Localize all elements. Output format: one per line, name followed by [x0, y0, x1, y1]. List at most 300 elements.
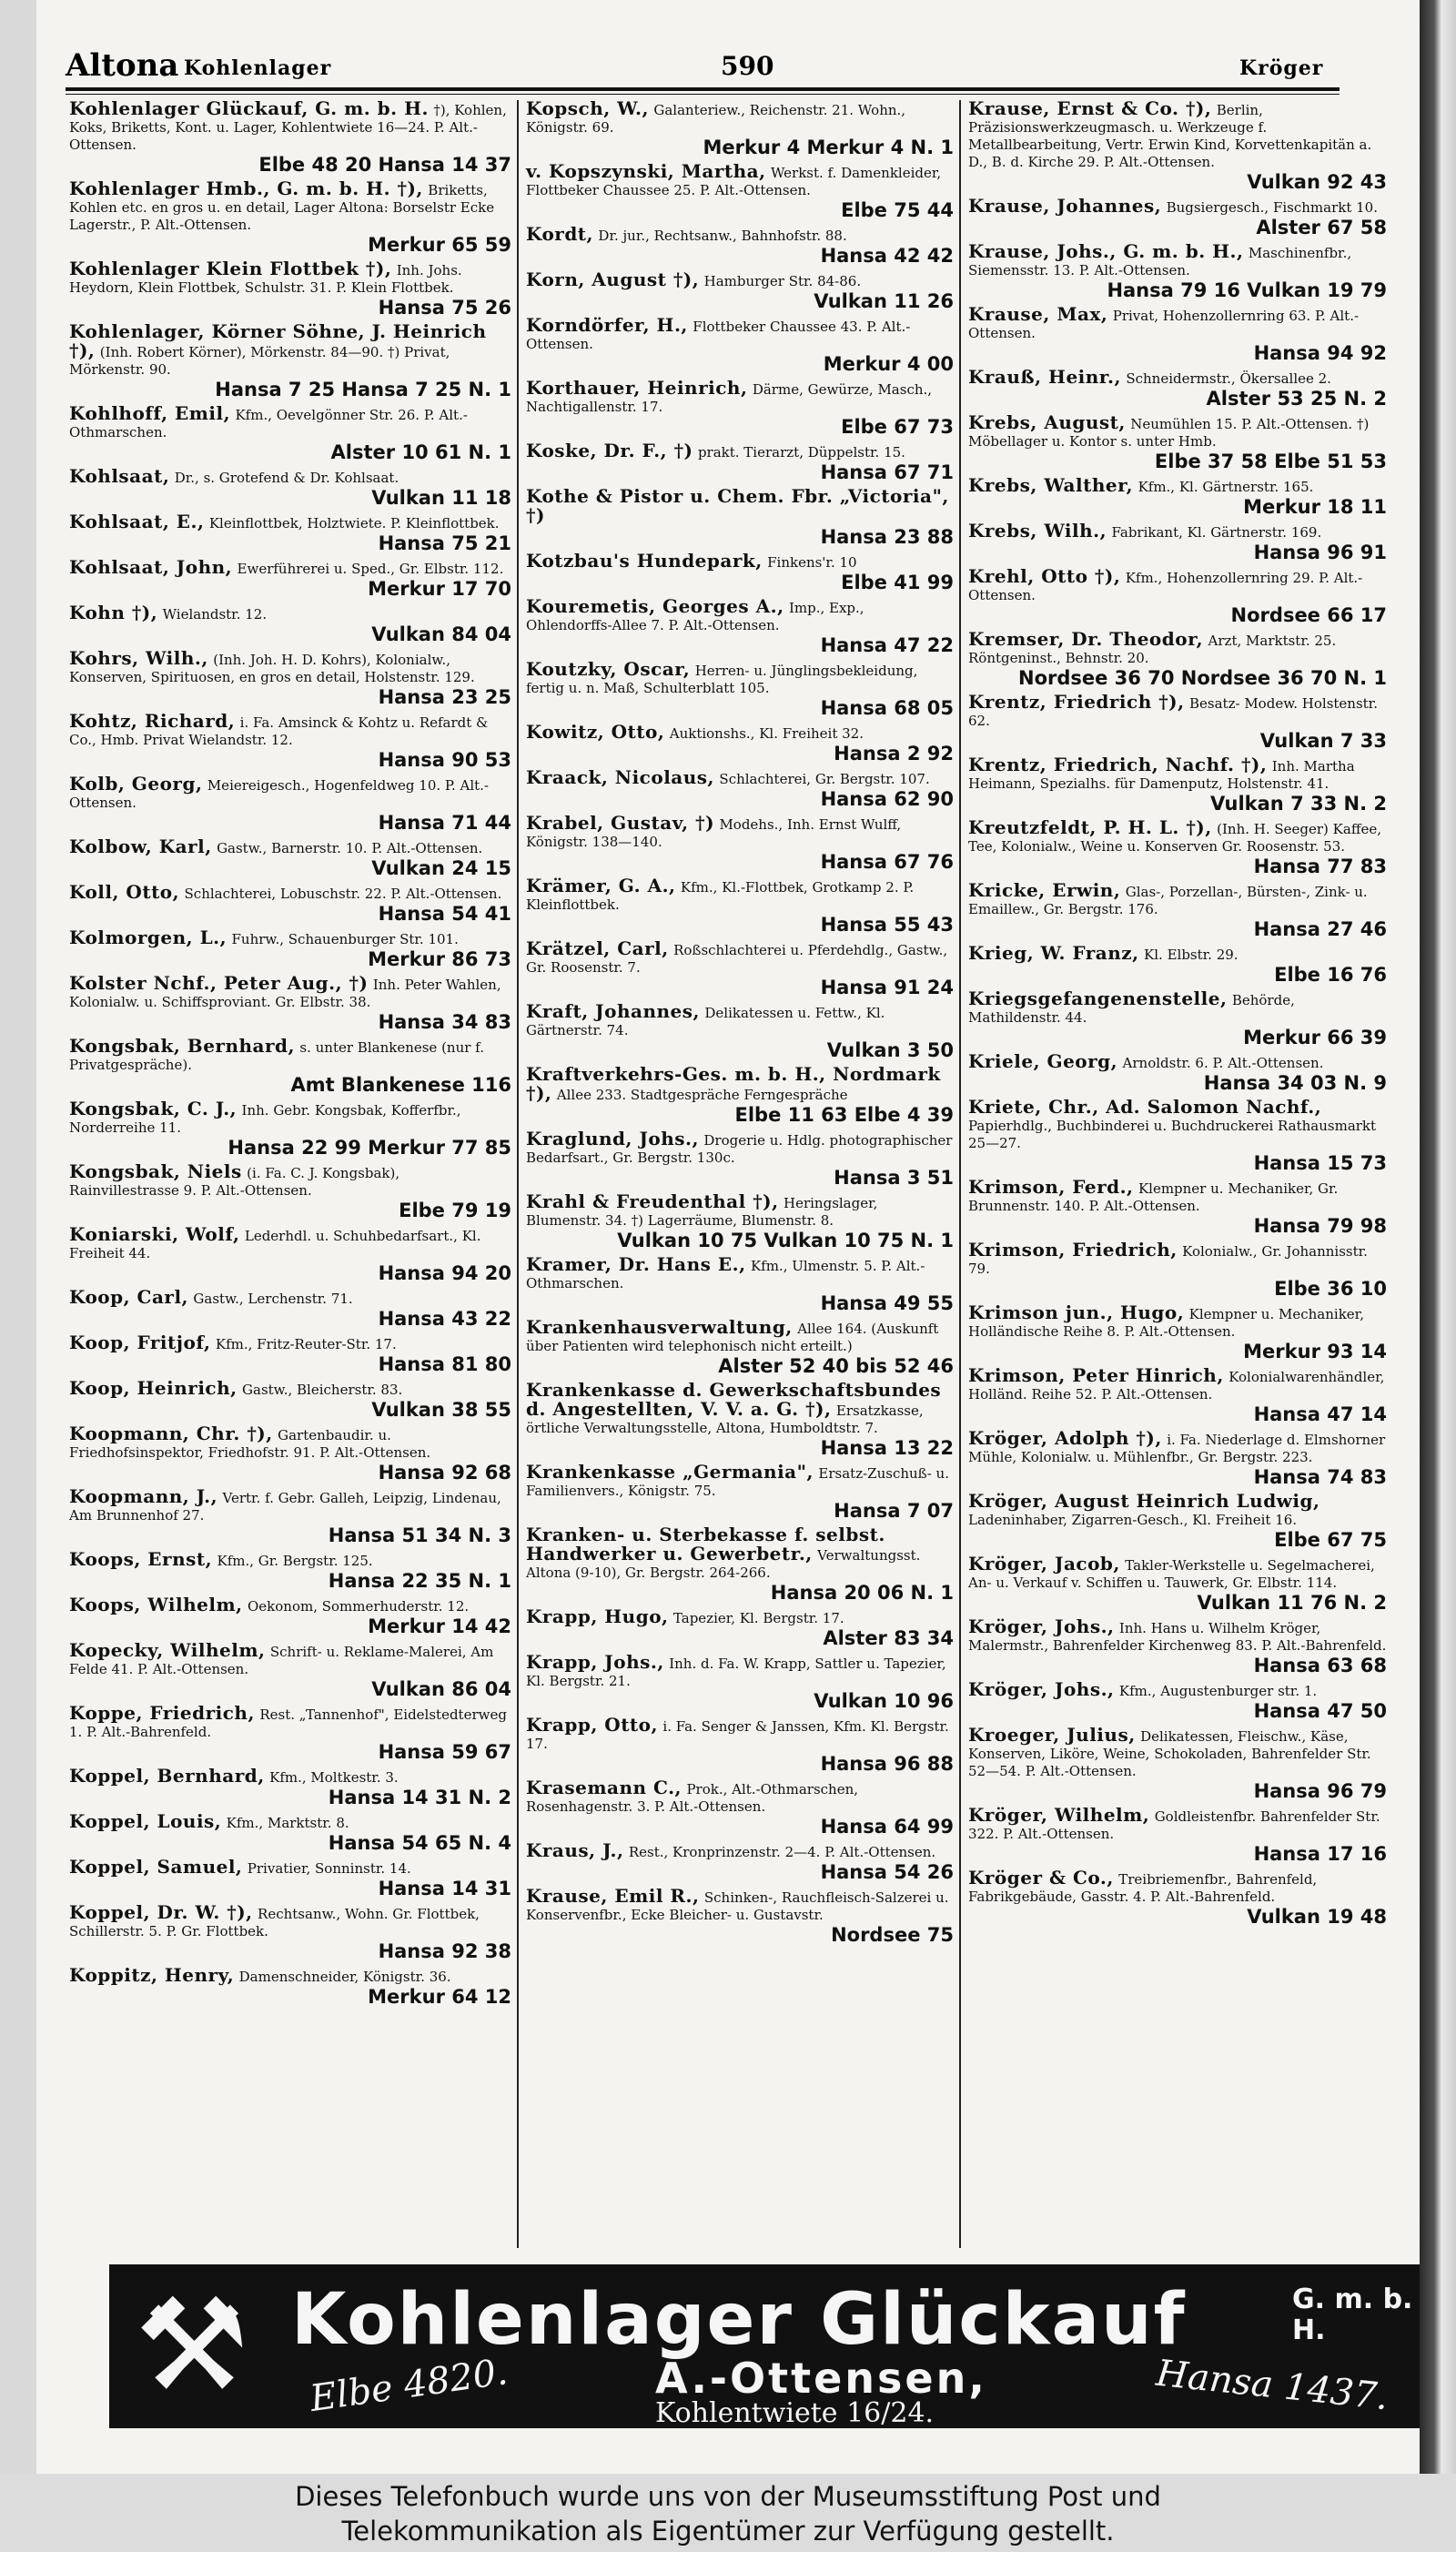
directory-entry: [526, 658, 954, 719]
entry-phone: Hansa 42 42: [820, 245, 954, 267]
entry-description: Schlachterei, Lobuschstr. 22. P. Alt.-Ottensen.: [184, 886, 502, 902]
directory-entry: [968, 1869, 1387, 1928]
entry-name: Kolbow, Karl,: [69, 835, 212, 857]
entry-description: Inh. d. Fa. W. Krapp, Sattler u. Tapezier, Kl. Bergstr. 21.: [526, 1656, 946, 1689]
directory-entry: [968, 97, 1387, 193]
entry-description: Dr., s. Grotefend & Dr. Kohlsaat.: [174, 470, 399, 486]
entry-name: Kohlhoff, Emil,: [69, 402, 231, 424]
entry-name: Koll, Otto,: [69, 881, 180, 903]
directory-entry: [69, 1223, 511, 1284]
entry-phone: Elbe 79 19: [399, 1200, 511, 1221]
entry-description: Besatz- Modew. Holstenstr. 62.: [968, 695, 1378, 729]
entry-phone: Merkur 66 39: [1243, 1027, 1387, 1048]
entry-description: Kolonialw., Gr. Johannisstr. 79.: [968, 1243, 1368, 1277]
directory-column-1: [69, 97, 511, 2012]
entry-description: Galanteriew., Reichenstr. 21. Wohn., Königstr. 69.: [526, 102, 906, 136]
entry-description: †), Kohlen, Koks, Briketts, Kont. u. Lager, Kohlentwiete 16—24. P. Alt.-Ottensen.: [69, 102, 507, 153]
entry-phone: Vulkan 19 48: [1247, 1906, 1387, 1928]
entry-phone: Hansa 64 99: [820, 1816, 954, 1838]
directory-entry: [69, 556, 511, 600]
entry-name: Koppel, Bernhard,: [69, 1765, 265, 1787]
entry-phone: Hansa 54 26: [820, 1861, 954, 1883]
directory-entry: [526, 160, 954, 221]
entry-phone: Merkur 93 14: [1243, 1341, 1387, 1362]
entry-description: Kfm., Hohenzollernring 29. P. Alt.-Ottensen.: [968, 570, 1363, 603]
entry-name: Koop, Heinrich,: [69, 1377, 238, 1399]
footer-line-1: Dieses Telefonbuch wurde uns von der Museumsstiftung Post und: [295, 2481, 1161, 2512]
entry-description: Fabrikant, Kl. Gärtnerstr. 169.: [1111, 524, 1322, 541]
entry-description: Allee 233. Stadtgespräche Ferngespräche: [556, 1087, 848, 1103]
entry-description: Papierhdlg., Buchbinderei u. Buchdruckerei Rathausmarkt 25—27.: [968, 1118, 1377, 1151]
entry-description: Gartenbaudir. u. Friedhofsinspektor, Friedhofstr. 91. P. Alt.-Ottensen.: [69, 1427, 431, 1461]
column-divider: [959, 100, 961, 2248]
directory-entry: [968, 366, 1387, 410]
entry-phone: Hansa 63 68: [1253, 1655, 1387, 1676]
entry-phone: Merkur 65 59: [368, 234, 511, 256]
entry-name: Krentz, Friedrich, Nachf. †),: [968, 754, 1268, 775]
entry-description: Berlin, Präzisionswerkzeugmasch. u. Werkzeuge f. Metallbearbeitung, Vertr. Erwin Kind, Korvettenkapitän a. D., B. d. Kirche 29. P. Alt.-Ottensen.: [968, 102, 1372, 170]
directory-entry: [69, 1858, 511, 1899]
directory-entry: [968, 1096, 1387, 1174]
entry-name: Krankenhausverwaltung,: [526, 1316, 793, 1338]
directory-entry: [968, 522, 1387, 563]
entry-description: Takler-Werkstelle u. Segelmacherei, An- u. Verkauf v. Schiffen u. Tauwerk, Gr. Elbstr. 114.: [968, 1557, 1375, 1591]
entry-name: Kramer, Dr. Hans E.,: [526, 1253, 746, 1275]
entry-phone: Hansa 94 20: [378, 1262, 511, 1284]
directory-entry: [968, 474, 1387, 518]
entry-phone: Vulkan 10 96: [814, 1690, 954, 1712]
entry-phone: Vulkan 38 55: [371, 1399, 511, 1421]
directory-entry: [968, 1427, 1387, 1488]
entry-phone: Vulkan 86 04: [371, 1678, 511, 1700]
entry-phone: Hansa 96 79: [1253, 1780, 1387, 1802]
entry-phone: Hansa 23 88: [820, 526, 954, 548]
entry-description: Inh. Hans u. Wilhelm Kröger, Malermstr., Bahrenfelder Kirchenweg 83. P. Alt.-Bahrenfeld.: [968, 1620, 1387, 1654]
directory-entry: [968, 756, 1387, 815]
entry-phone: Vulkan 92 43: [1247, 171, 1387, 193]
entry-description: Ersatz-Zuschuß- u. Familienvers., Königstr. 75.: [526, 1465, 949, 1499]
entry-description: Delikatessen u. Fettw., Kl. Gärtnerstr. 74.: [526, 1005, 885, 1038]
directory-entry: [526, 314, 954, 375]
entry-name: Kohlsaat,: [69, 465, 170, 487]
entry-phone: Hansa 54 65 N. 4: [328, 1832, 511, 1854]
entry-description: Schneidermstr., Ökersallee 2.: [1126, 370, 1331, 387]
entry-phone: Hansa 67 76: [820, 851, 954, 873]
entry-name: Koutzky, Oscar,: [526, 658, 691, 680]
entry-name: Krimson, Peter Hinrich,: [968, 1364, 1224, 1386]
directory-entry: [968, 691, 1387, 752]
entry-name: Krimson jun., Hugo,: [968, 1301, 1185, 1323]
entry-name: Koske, Dr. F., †): [526, 440, 693, 461]
directory-entry: [526, 1526, 954, 1604]
entry-phone: Hansa 91 24: [820, 977, 954, 998]
entry-phone: Alster 53 25 N. 2: [1206, 388, 1387, 410]
entry-description: Lederhdl. u. Schuhbedarfsart., Kl. Freiheit 44.: [69, 1228, 481, 1261]
entry-phone: Hansa 94 92: [1253, 342, 1387, 364]
entry-name: Kraack, Nicolaus,: [526, 766, 715, 788]
directory-entry: [69, 929, 511, 970]
entry-description: (i. Fa. C. J. Kongsbak), Rainvillestrasse 9. P. Alt.-Ottensen.: [69, 1165, 400, 1199]
entry-phone: Nordsee 75: [831, 1924, 954, 1946]
directory-entry: [968, 1724, 1387, 1802]
entry-name: Krebs, Wilh.,: [968, 520, 1107, 542]
entry-description: Gastw., Bleicherstr. 83.: [242, 1382, 403, 1398]
entry-description: Inh. Martha Heimann, Spezialhs. für Damenputz, Holstenstr. 41.: [968, 758, 1355, 792]
entry-name: Kongsbak, Niels: [69, 1160, 242, 1182]
entry-name: Koops, Wilhelm,: [69, 1594, 243, 1615]
entry-name: Koopmann, Chr. †),: [69, 1423, 273, 1444]
entry-phone: Hansa 20 06 N. 1: [770, 1582, 954, 1604]
directory-entry: [69, 1548, 511, 1592]
directory-column-2: [526, 97, 954, 1950]
directory-entry: [69, 1901, 511, 1962]
header-last-entry: Kröger: [1239, 56, 1324, 80]
directory-entry: [69, 1334, 511, 1375]
directory-entry: [526, 97, 954, 158]
directory-entry: [69, 1639, 511, 1700]
directory-entry: [526, 1253, 954, 1314]
entry-name: Kranken- u. Sterbekasse f. selbst. Handwerker u. Gewerbetr.,: [526, 1524, 885, 1565]
entry-description: Schinken-, Rauchfleisch-Salzerei u. Konservenfbr., Ecke Bleicher- u. Gustavstr.: [526, 1889, 949, 1923]
directory-entry: [968, 1804, 1387, 1865]
entry-name: Kröger, Johs.,: [968, 1678, 1115, 1700]
entry-phone: Hansa 14 31: [378, 1878, 511, 1899]
entry-phone: Hansa 55 43: [820, 914, 954, 936]
entry-name: Kohlenlager Hmb., G. m. b. H. †),: [69, 177, 423, 199]
entry-name: Koppel, Samuel,: [69, 1856, 243, 1878]
directory-entry: [526, 1316, 954, 1377]
entry-name: Kohlsaat, E.,: [69, 511, 205, 532]
entry-phone: Elbe 36 10: [1274, 1278, 1387, 1300]
entry-phone: Hansa 62 90: [820, 788, 954, 810]
entry-description: Kfm., Oevelgönner Str. 26. P. Alt.-Othmarschen.: [69, 407, 468, 441]
entry-name: Kohrs, Wilh.,: [69, 647, 208, 669]
directory-entry: [526, 1190, 954, 1251]
directory-entry: [526, 1651, 954, 1712]
entry-name: Koops, Ernst,: [69, 1548, 213, 1570]
entry-name: Krätzel, Carl,: [526, 937, 669, 959]
entry-name: Krankenkasse „Germania",: [526, 1461, 814, 1483]
directory-entry: [526, 442, 954, 483]
directory-entry: [69, 1035, 511, 1096]
directory-entry: [69, 835, 511, 879]
entry-phone: Hansa 67 71: [820, 461, 954, 483]
entry-phone: Elbe 67 75: [1274, 1529, 1387, 1551]
directory-entry: [69, 1286, 511, 1330]
directory-entry: [69, 604, 511, 645]
ad-address-line1: A.-Ottensen,: [655, 2354, 987, 2403]
entry-name: Krebs, Walther,: [968, 474, 1134, 496]
directory-entry: [526, 223, 954, 267]
directory-entry: [69, 402, 511, 463]
entry-phone: Vulkan 84 04: [371, 623, 511, 645]
directory-entry: [69, 1425, 511, 1484]
entry-name: Kröger, Wilhelm,: [968, 1804, 1150, 1826]
entry-phone: Vulkan 7 33: [1259, 730, 1387, 752]
entry-phone: Merkur 17 70: [368, 578, 511, 600]
ad-phone-elbe: Elbe 4820.: [307, 2351, 511, 2420]
directory-entry: [526, 812, 954, 873]
entry-phone: Alster 52 40 bis 52 46: [718, 1355, 954, 1377]
entry-description: Tapezier, Kl. Bergstr. 17.: [672, 1610, 844, 1626]
entry-name: Krahl & Freudenthal †),: [526, 1190, 779, 1212]
directory-entry: [69, 1596, 511, 1637]
entry-name: Kothe & Pistor u. Chem. Fbr. „Victoria", †): [526, 485, 949, 526]
entry-description: Kfm., Gr. Bergstr. 125.: [217, 1553, 373, 1569]
entry-description: Privatier, Sonninstr. 14.: [247, 1860, 411, 1877]
entry-phone: Hansa 74 83: [1253, 1466, 1387, 1488]
directory-entry: [526, 1379, 954, 1459]
entry-name: Koop, Carl,: [69, 1286, 189, 1308]
directory-entry: [526, 595, 954, 656]
entry-name: Koppe, Friedrich,: [69, 1702, 255, 1724]
entry-phone: Hansa 2 92: [834, 743, 954, 765]
entry-description: Neumühlen 15. P. Alt.-Ottensen. †) Möbellager u. Kontor s. unter Hmb.: [968, 416, 1370, 450]
entry-name: Kolmorgen, L.,: [69, 927, 228, 948]
header-rule: [66, 87, 1340, 91]
entry-phone: Elbe 41 99: [841, 572, 954, 593]
directory-entry: [968, 987, 1387, 1048]
entry-name: Kraglund, Johs.,: [526, 1128, 699, 1149]
directory-entry: [69, 260, 511, 319]
entry-phone: Hansa 92 38: [378, 1940, 511, 1962]
entry-name: Krimson, Ferd.,: [968, 1176, 1134, 1198]
directory-entry: [968, 1678, 1387, 1722]
entry-name: Korthauer, Heinrich,: [526, 377, 748, 399]
entry-name: Koniarski, Wolf,: [69, 1223, 240, 1245]
header-rule-thin: [66, 94, 1340, 95]
entry-description: Meiereigesch., Hogenfeldweg 10. P. Alt.-Ottensen.: [69, 777, 489, 811]
entry-description: (Inh. Joh. H. D. Kohrs), Kolonialw., Konserven, Spirituosen, en gros en detail, Holstenstr. 129.: [69, 652, 475, 685]
entry-name: Koopmann, J.,: [69, 1485, 218, 1507]
directory-entry: [69, 1485, 511, 1546]
entry-description: Maschinenfbr., Siemensstr. 13. P. Alt.-Ottensen.: [968, 245, 1352, 278]
directory-entry: [69, 1964, 511, 2008]
directory-entry: [69, 97, 511, 176]
directory-entry: [69, 775, 511, 834]
entry-name: Kouremetis, Georges A.,: [526, 595, 784, 617]
entry-name: Korndörfer, H.,: [526, 314, 688, 336]
entry-description: Inh. Peter Wahlen, Kolonialw. u. Schiffsproviant. Gr. Elbstr. 38.: [69, 977, 501, 1010]
entry-description: Rest. „Tannenhof", Eidelstedterweg 1. P. Alt.-Bahrenfeld.: [69, 1706, 507, 1740]
entry-phone: Amt Blankenese 116: [290, 1074, 511, 1096]
entry-name: Krauß, Heinr.,: [968, 366, 1121, 388]
directory-entry: [968, 240, 1387, 301]
entry-name: Kohlenlager Glückauf, G. m. b. H.: [69, 97, 429, 119]
entry-description: (Inh. Robert Körner), Mörkenstr. 84—90. †) Privat, Mörkenstr. 90.: [69, 344, 450, 378]
directory-entry: [968, 816, 1387, 877]
entry-name: Krebs, August,: [968, 411, 1126, 433]
directory-entry: [69, 1810, 511, 1854]
entry-phone: Hansa 17 16: [1253, 1843, 1387, 1865]
entry-phone: Elbe 37 58 Elbe 51 53: [1154, 451, 1387, 472]
entry-name: Kohlenlager Klein Flottbek †),: [69, 258, 392, 279]
entry-name: Kotzbau's Hundepark,: [526, 550, 763, 572]
entry-description: Rest., Kronprinzenstr. 2—4. P. Alt.-Ottensen.: [628, 1844, 936, 1860]
directory-entry: [526, 1130, 954, 1189]
entry-phone: Hansa 14 31 N. 2: [328, 1787, 511, 1808]
entry-description: Flottbeker Chaussee 43. P. Alt.-Ottensen.: [526, 319, 911, 352]
entry-phone: Hansa 68 05: [820, 697, 954, 719]
entry-name: Koop, Fritjof,: [69, 1332, 211, 1353]
entry-description: i. Fa. Senger & Janssen, Kfm. Kl. Bergstr. 17.: [526, 1718, 949, 1752]
directory-entry: [968, 879, 1387, 940]
entry-phone: Alster 67 58: [1256, 217, 1387, 238]
entry-description: Kfm., Marktstr. 8.: [226, 1815, 349, 1831]
directory-entry: [526, 552, 954, 593]
directory-entry: [526, 937, 954, 998]
entry-name: Kreutzfeldt, P. H. L. †),: [968, 816, 1212, 838]
entry-phone: Hansa 27 46: [1253, 918, 1387, 940]
entry-phone: Merkur 14 42: [368, 1615, 511, 1637]
directory-column-3: [968, 97, 1387, 1932]
entry-phone: Hansa 23 25: [378, 686, 511, 708]
entry-phone: Alster 10 61 N. 1: [330, 441, 511, 463]
entry-name: Krause, Johs., G. m. b. H.,: [968, 240, 1244, 262]
directory-entry: [968, 411, 1387, 472]
directory-entry: [69, 1767, 511, 1808]
entry-name: Kongsbak, Bernhard,: [69, 1035, 295, 1057]
entry-description: Damenschneider, Königstr. 36.: [238, 1969, 451, 1985]
directory-entry: [968, 1615, 1387, 1676]
entry-description: Arnoldstr. 6. P. Alt.-Ottensen.: [1122, 1055, 1324, 1071]
entry-description: Klempner u. Mechaniker, Holländische Reihe 8. P. Alt.-Ottensen.: [968, 1306, 1364, 1340]
directory-entry: [69, 972, 511, 1033]
entry-description: Inh. Gebr. Kongsbak, Kofferfbr., Norderreihe 11.: [69, 1102, 461, 1136]
entry-description: Prok., Alt.-Othmarschen, Rosenhagenstr. 3. P. Alt.-Ottensen.: [526, 1781, 859, 1815]
entry-description: s. unter Blankenese (nur f. Privatgespräche).: [69, 1039, 484, 1073]
entry-description: Schrift- u. Reklame-Malerei, Am Felde 41. P. Alt.-Ottensen.: [69, 1644, 494, 1677]
entry-name: Kröger, Johs.,: [968, 1615, 1115, 1637]
entry-phone: Hansa 34 03 N. 9: [1203, 1072, 1387, 1094]
directory-entry: [968, 628, 1387, 689]
entry-name: Kriegsgefangenenstelle,: [968, 987, 1228, 1009]
entry-description: Kfm., Kl.-Flottbek, Grotkamp 2. P. Kleinflottbek.: [526, 879, 915, 913]
entry-phone: Merkur 64 12: [368, 1986, 511, 2008]
entry-description: Ewerführerei u. Sped., Gr. Elbstr. 112.: [237, 561, 504, 577]
entry-description: Oekonom, Sommerhuderstr. 12.: [248, 1598, 470, 1615]
directory-entry: [968, 1364, 1387, 1425]
directory-entry: [526, 721, 954, 765]
entry-phone: Hansa 7 07: [834, 1500, 954, 1522]
entry-name: Koppel, Louis,: [69, 1810, 222, 1832]
directory-entry: [69, 320, 511, 400]
entry-phone: Nordsee 36 70 Nordsee 36 70 N. 1: [1018, 667, 1387, 689]
entry-description: Vertr. f. Gebr. Galleh, Leipzig, Lindenau, Am Brunnenhof 27.: [69, 1490, 501, 1524]
entry-description: Rechtsanw., Wohn. Gr. Flottbek, Schillerstr. 5. P. Gr. Flottbek.: [69, 1906, 480, 1939]
entry-description: Glas-, Porzellan-, Bürsten-, Zink- u. Emaillew., Gr. Bergstr. 176.: [968, 884, 1368, 917]
entry-description: Gastw., Barnerstr. 10. P. Alt.-Ottensen.: [217, 840, 483, 856]
entry-phone: Vulkan 11 18: [371, 487, 511, 509]
hammer-and-pick-icon: ⚒: [135, 2272, 249, 2420]
entry-description: Kfm., Moltkestr. 3.: [269, 1769, 399, 1786]
directory-entry: [69, 513, 511, 554]
entry-name: Kraftverkehrs-Ges. m. b. H., Nordmark †),: [526, 1063, 941, 1104]
entry-name: Kopsch, W.,: [526, 97, 649, 119]
directory-entry: [968, 1555, 1387, 1614]
entry-description: Herren- u. Jünglingsbekleidung, fertig u. n. Maß, Schulterblatt 105.: [526, 663, 918, 696]
entry-name: Kordt,: [526, 223, 594, 245]
entry-name: Krimson, Friedrich,: [968, 1239, 1178, 1261]
entry-description: Ladeninhaber, Zigarren-Gesch., Kl. Freiheit 16.: [968, 1512, 1298, 1528]
entry-description: Bugsiergesch., Fischmarkt 10.: [1166, 199, 1378, 216]
entry-description: (Inh. H. Seeger) Kaffee, Tee, Kolonialw., Weine u. Konserven Gr. Roosenstr. 53.: [968, 821, 1382, 855]
entry-description: Inh. Johs. Heydorn, Klein Flottbek, Schulstr. 31. P. Klein Flottbek.: [69, 262, 462, 296]
entry-phone: Vulkan 7 33 N. 2: [1210, 793, 1387, 815]
entry-description: Imp., Exp., Ohlendorffs-Allee 7. P. Alt.-Ottensen.: [526, 600, 864, 633]
entry-description: Treibriemenfbr., Bahrenfeld, Fabrikgebäude, Gasstr. 4. P. Alt.-Bahrenfeld.: [968, 1871, 1318, 1905]
entry-description: Privat, Hohenzollernring 63. P. Alt.-Ottensen.: [968, 308, 1360, 341]
entry-description: Heringslager, Blumenstr. 34. †) Lagerräume, Blumenstr. 8.: [526, 1195, 878, 1229]
ad-company-form: G. m. b. H.: [1292, 2284, 1413, 2346]
entry-phone: Vulkan 3 50: [826, 1039, 954, 1061]
entry-description: Behörde, Mathildenstr. 44.: [968, 992, 1295, 1026]
entry-phone: Hansa 54 41: [378, 903, 511, 925]
entry-name: Kröger & Co.,: [968, 1867, 1114, 1889]
entry-name: Korn, August †),: [526, 268, 700, 290]
entry-phone: Hansa 79 98: [1253, 1215, 1387, 1237]
directory-entry: [69, 465, 511, 509]
entry-name: Kohlenlager, Körner Söhne, J. Heinrich †),: [69, 320, 487, 361]
page-header: [66, 47, 1340, 84]
entry-phone: Hansa 71 44: [378, 812, 511, 834]
entry-phone: Elbe 67 73: [841, 416, 954, 438]
entry-phone: Merkur 4 Merkur 4 N. 1: [703, 137, 954, 158]
directory-entry: [968, 1050, 1387, 1094]
entry-phone: Hansa 96 91: [1253, 542, 1387, 563]
entry-phone: Vulkan 24 15: [371, 857, 511, 879]
entry-description: Klempner u. Mechaniker, Gr. Brunnenstr. 140. P. Alt.-Ottensen.: [968, 1180, 1339, 1214]
entry-name: Koppel, Dr. W. †),: [69, 1901, 253, 1923]
entry-description: Allee 164. (Auskunft über Patienten wird telephonisch nicht erteilt.): [526, 1321, 939, 1354]
entry-phone: Hansa 77 83: [1253, 856, 1387, 877]
entry-name: Kröger, Jacob,: [968, 1553, 1120, 1575]
entry-phone: Hansa 79 16 Vulkan 19 79: [1107, 279, 1387, 301]
entry-name: Krause, Max,: [968, 303, 1108, 325]
directory-entry: [526, 766, 954, 810]
directory-entry: [526, 1063, 954, 1126]
entry-phone: Hansa 75 21: [378, 532, 511, 554]
directory-entry: [69, 647, 511, 708]
directory-entry: [526, 268, 954, 312]
page-binding-edge: [1420, 0, 1456, 2474]
entry-name: Krabel, Gustav, †): [526, 812, 715, 834]
entry-description: Kl. Elbstr. 29.: [1144, 947, 1239, 963]
directory-entry: [69, 1377, 511, 1421]
directory-entry: [526, 1839, 954, 1883]
entry-description: Schlachterei, Gr. Bergstr. 107.: [719, 771, 930, 787]
directory-entry: [526, 1463, 954, 1522]
header-city: Altona: [66, 47, 179, 84]
footer-line-2: Telekommunikation als Eigentümer zur Verfügung gestellt.: [341, 2516, 1115, 2547]
directory-entry: [968, 942, 1387, 986]
header-first-entry: Kohlenlager: [184, 56, 332, 80]
entry-description: Ersatzkasse, örtliche Verwaltungsstelle, Altona, Humboldtstr. 7.: [526, 1403, 924, 1436]
entry-name: Kowitz, Otto,: [526, 721, 665, 743]
entry-phone: Hansa 34 83: [378, 1011, 511, 1033]
entry-description: Gastw., Lerchenstr. 71.: [193, 1291, 353, 1307]
entry-name: Krieg, W. Franz,: [968, 942, 1139, 964]
directory-entry: [69, 1100, 511, 1159]
entry-phone: Hansa 59 67: [378, 1741, 511, 1763]
entry-description: Briketts, Kohlen etc. en gros u. en detail, Lager Altona: Borselstr Ecke Lagerstr., P. Alt.-Ottensen.: [69, 182, 495, 233]
entry-phone: Hansa 43 22: [378, 1308, 511, 1330]
entry-description: Verwaltungsst. Altona (9-10), Gr. Bergstr. 264-266.: [526, 1547, 921, 1581]
ad-title: Kohlenlager Glückauf: [291, 2279, 1187, 2361]
entry-description: i. Fa. Niederlage d. Elmshorner Mühle, Kolonialw. u. Mühlenfbr., Gr. Bergstr. 223.: [968, 1432, 1386, 1465]
directory-entry: [968, 197, 1387, 238]
entry-phone: Merkur 18 11: [1243, 496, 1387, 518]
